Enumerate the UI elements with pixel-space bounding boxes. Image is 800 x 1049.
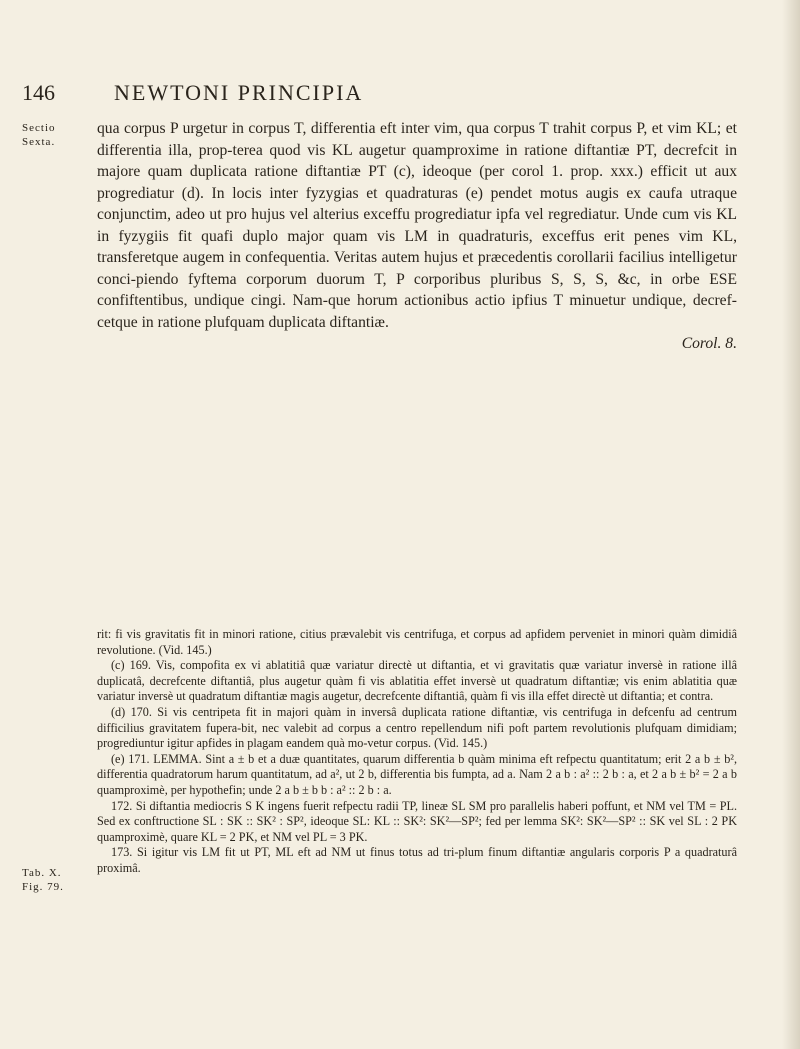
margin-note-tab bbox=[22, 866, 82, 894]
page-number: 146 bbox=[22, 80, 55, 105]
footnote-d: (d) 170. Si vis centripeta fit in majori quàm in inversâ duplicata ratione diftantiæ, vis centrifuga in defcenfu ad centrum difficilius gravitatem fupera-bit, nec valebit ad corpus a centro repellendum nifi poft partem revolutionis plufquam dimidiam; progrediuntur igitur apfides in plagam eandem quà mo-vetur corpus. (Vid. 145.) bbox=[97, 704, 737, 751]
margin-note-sectio bbox=[22, 121, 82, 149]
page-header bbox=[22, 80, 742, 110]
page-edge-shadow bbox=[782, 0, 800, 1049]
footnote-continuation: rit: fi vis gravitatis fit in minori ratione, citius prævalebit vis centrifuga, et corpus ad apfidem perveniet in minori quàm dimidiâ revolutione. (Vid. 145.) bbox=[97, 627, 737, 657]
margin-note-fig-label: Fig. 79. bbox=[22, 881, 64, 893]
corollary-heading: Corol. 8. bbox=[681, 335, 737, 352]
main-paragraph: qua corpus P urgetur in corpus T, differentia eft inter vim, qua corpus T trahit corpus P, et vim KL; et differentia illa, prop-terea quod vis KL augetur quamproxime in ratione diftantiæ PT, decrefcit in majore quam duplicata ratione diftantiæ PT (c), ideoque (per corol 1. prop. xxx.) efficit ut aux progrediatur (d). In locis inter fyzygias et quadraturas (e) pendet motus augis ex caufa utraque conjunctim, adeo ut pro hujus vel alterius exceffu progrediatur ipfa vel regrediatur. Unde cum vis KL in fyzygiis fit quafi duplo major quam vis LM in quadraturis, exceffus erit penes vim KL, transferetque augem in confequentia. Veritas autem hujus et præcedentis corollarii facilius intelligetur conci-piendo fyftema corporum duorum T, P corporibus pluribus S, S, S, &c, in orbe ESE confiftentibus, undique cingi. Nam-que horum actionibus actio ipfius T minuetur undique, decref-cetque in ratione plufquam duplicata diftantiæ. bbox=[97, 120, 737, 331]
margin-note-sectio-label: Sectio bbox=[22, 122, 56, 134]
main-text bbox=[97, 118, 737, 355]
running-head: NEWTONI PRINCIPIA bbox=[114, 80, 364, 105]
footnote-172: 172. Si diftantia mediocris S K ingens fuerit refpectu radii TP, lineæ SL SM pro parallelis haberi poffunt, et NM vel TM = PL. Sed ex conftructione SL : SK :: SK² : SP², ideoque SL: KL :: SK²: SK²—SP²; fed per lemma SK²: SK²—SP² :: SK vel SL : 2 PK quamproximè, quare KL = 2 PK, et NM vel PL = 3 PK. bbox=[97, 798, 737, 844]
footnote-e-lemma: (e) 171. LEMMA. Sint a ± b et a duæ quantitates, quarum differentia b quàm minima eft refpectu quantitatum; erit 2 a b ± b², differentia quadratorum harum quantitatum, ad a², ut 2 b, differentia bis fumpta, ad a. Nam 2 a b : a² :: 2 b : a, et 2 a b ± b² = 2 a b quamproximè, per hypothefin; unde 2 a b ± b b : a² :: 2 b : a. bbox=[97, 751, 737, 797]
margin-note-sexta-label: Sexta. bbox=[22, 136, 56, 148]
margin-note-tab-label: Tab. X. bbox=[22, 867, 62, 879]
footnote-c: (c) 169. Vis, compofita ex vi ablatitiâ quæ variatur directè ut diftantia, et vi gravitatis quæ variatur inversè in ratione illâ duplicatâ, decrefcente diftantiâ, plus augetur quàm fi vis ablatitia effet inversè ut quadratum diftantiæ; vis enim ablatitia quæ variatur inversè ut quadratum diftantiæ magis augetur, decrefcente diftantiâ, quàm fi vis illa effet directè ut diftantia; et contra. bbox=[97, 658, 737, 704]
footnotes bbox=[97, 627, 737, 877]
footnote-173: 173. Si igitur vis LM fit ut PT, ML eft ad NM ut finus totus ad tri-plum finum diftantiæ angularis corporis P a quadraturâ proximâ. bbox=[97, 845, 737, 875]
